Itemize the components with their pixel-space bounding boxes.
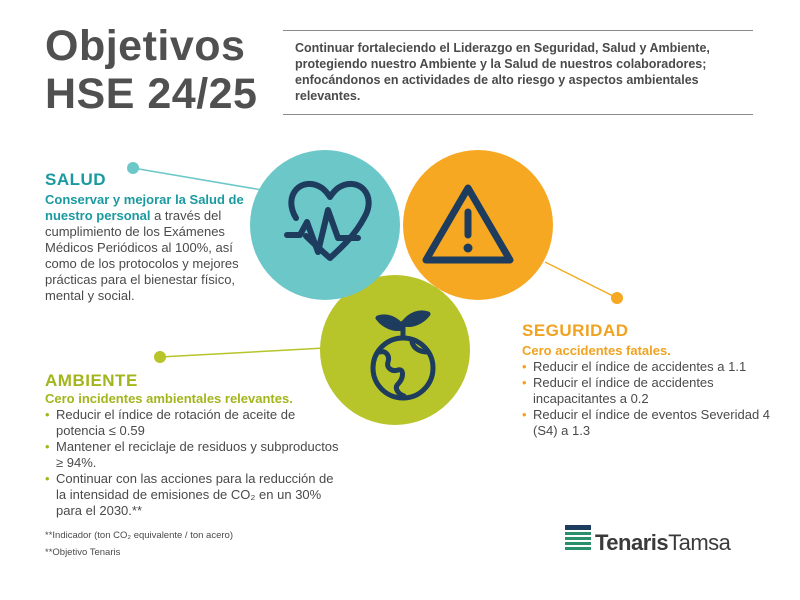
footnote-objetivo: **Objetivo Tenaris — [45, 547, 121, 558]
list-item: • Reducir el índice de accidentes a 1.1 — [522, 359, 782, 375]
ambiente-subtitle: Cero incidentes ambientales relevantes. — [45, 391, 293, 406]
tenaris-logo-icon — [565, 525, 591, 555]
footnote-indicador: **Indicador (ton CO₂ equivalente / ton acero) — [45, 530, 233, 541]
salud-body-text: a través del cumplimiento de los Exámenes Médicos Periódicos al 100%, así como de los protocolos y mejores prácticas para el bienestar físico, mental y social. — [45, 208, 239, 303]
seguridad-list — [522, 359, 782, 439]
intro-text: Continuar fortaleciendo el Liderazgo en Seguridad, Salud y Ambiente, protegiendo nuestro Ambiente y la Salud de nuestros colaboradores; enfocándonos en actividades de alto riesgo y aspectos ambientales relevantes. — [295, 41, 710, 103]
list-item: • Continuar con las acciones para la reducción de la intensidad de emisiones de CO₂ en un 30% para el 2030.** — [45, 471, 345, 519]
ambiente-connector — [154, 348, 325, 363]
seguridad-connector — [545, 262, 623, 304]
salud-connector — [127, 162, 262, 190]
seguridad-title: SEGURIDAD — [522, 321, 629, 340]
logo-bold: Tenaris — [595, 530, 669, 555]
title-line-1: Objetivos — [45, 22, 246, 70]
seguridad-circle — [403, 150, 553, 300]
tenaris-tamsa-logo — [595, 530, 730, 556]
list-item: • Reducir el índice de rotación de aceite de potencia ≤ 0.59 — [45, 407, 345, 439]
list-item: • Mantener el reciclaje de residuos y subproductos ≥ 94%. — [45, 439, 345, 471]
list-item: • Reducir el índice de accidentes incapacitantes a 0.2 — [522, 375, 782, 407]
salud-description — [45, 192, 265, 304]
list-item: • Reducir el índice de eventos Severidad 4 (S4) a 1.3 — [522, 407, 782, 439]
seguridad-subtitle: Cero accidentes fatales. — [522, 343, 671, 358]
salud-highlight: Conservar y mejorar la Salud de nuestro personal — [45, 192, 244, 223]
salud-title: SALUD — [45, 170, 107, 189]
ambiente-list — [45, 407, 345, 519]
ambiente-title: AMBIENTE — [45, 371, 138, 390]
logo-regular: Tamsa — [668, 530, 731, 555]
title-line-2: HSE 24/25 — [45, 70, 258, 118]
